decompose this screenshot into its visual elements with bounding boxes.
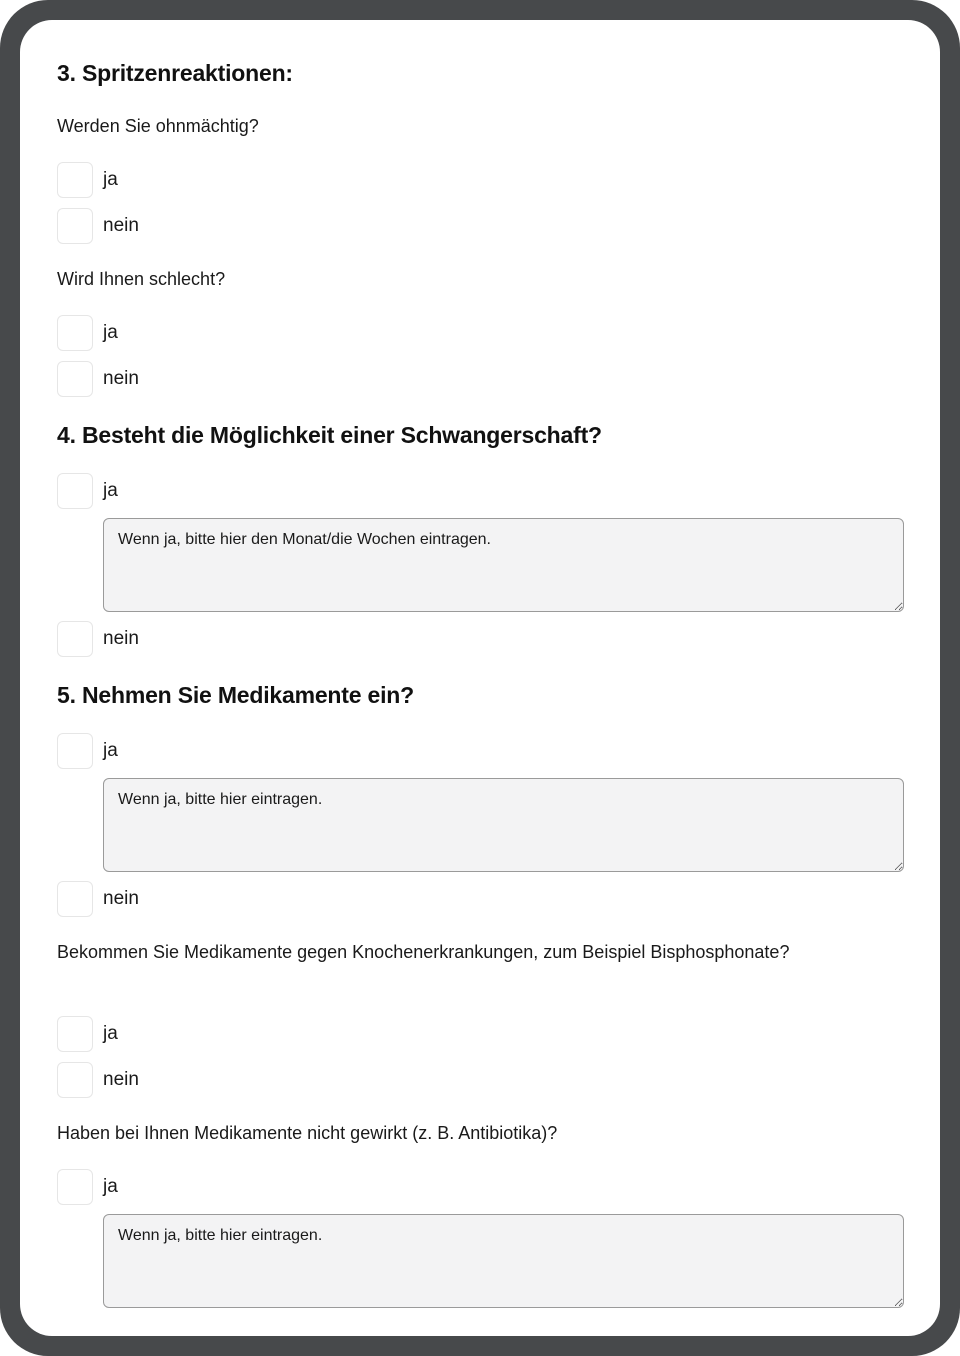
option-label: nein (103, 888, 139, 909)
checkbox-ineffective-yes[interactable] (57, 1169, 93, 1205)
checkbox-fainting-yes[interactable] (57, 162, 93, 198)
option-label: ja (103, 1176, 118, 1197)
option-bone-yes[interactable] (57, 1015, 118, 1053)
checkbox-medication-yes[interactable] (57, 733, 93, 769)
question-fainting: Werden Sie ohnmächtig? (57, 116, 259, 136)
medication-textarea[interactable] (103, 778, 904, 872)
section-3-heading: 3. Spritzenreaktionen: (57, 60, 293, 86)
option-pregnancy-yes[interactable] (57, 472, 118, 510)
option-label: nein (103, 368, 139, 389)
question-bone-medication: Bekommen Sie Medikamente gegen Knochenerkrankungen, zum Beispiel Bisphosphonate? (57, 942, 790, 962)
option-label: ja (103, 480, 118, 501)
option-label: ja (103, 169, 118, 190)
ineffective-medication-textarea[interactable] (103, 1214, 904, 1308)
option-fainting-no[interactable] (57, 207, 139, 245)
pregnancy-weeks-textarea[interactable] (103, 518, 904, 612)
checkbox-nausea-no[interactable] (57, 361, 93, 397)
option-medication-no[interactable] (57, 880, 139, 918)
form-card (20, 20, 940, 1336)
checkbox-pregnancy-yes[interactable] (57, 473, 93, 509)
question-ineffective-medication: Haben bei Ihnen Medikamente nicht gewirkt (z. B. Antibiotika)? (57, 1123, 558, 1143)
checkbox-bone-no[interactable] (57, 1062, 93, 1098)
option-label: nein (103, 628, 139, 649)
section-4-heading: 4. Besteht die Möglichkeit einer Schwangerschaft? (57, 422, 602, 448)
option-label: ja (103, 1023, 118, 1044)
option-label: nein (103, 215, 139, 236)
checkbox-fainting-no[interactable] (57, 208, 93, 244)
checkbox-medication-no[interactable] (57, 881, 93, 917)
checkbox-bone-yes[interactable] (57, 1016, 93, 1052)
option-label: ja (103, 740, 118, 761)
option-label: ja (103, 322, 118, 343)
option-bone-no[interactable] (57, 1061, 139, 1099)
checkbox-pregnancy-no[interactable] (57, 621, 93, 657)
option-nausea-no[interactable] (57, 360, 139, 398)
option-nausea-yes[interactable] (57, 314, 118, 352)
option-label: nein (103, 1069, 139, 1090)
checkbox-nausea-yes[interactable] (57, 315, 93, 351)
section-5-heading: 5. Nehmen Sie Medikamente ein? (57, 682, 415, 708)
option-fainting-yes[interactable] (57, 161, 118, 199)
question-nausea: Wird Ihnen schlecht? (57, 269, 226, 289)
option-medication-yes[interactable] (57, 732, 118, 770)
option-pregnancy-no[interactable] (57, 620, 139, 658)
option-ineffective-yes[interactable] (57, 1168, 118, 1206)
